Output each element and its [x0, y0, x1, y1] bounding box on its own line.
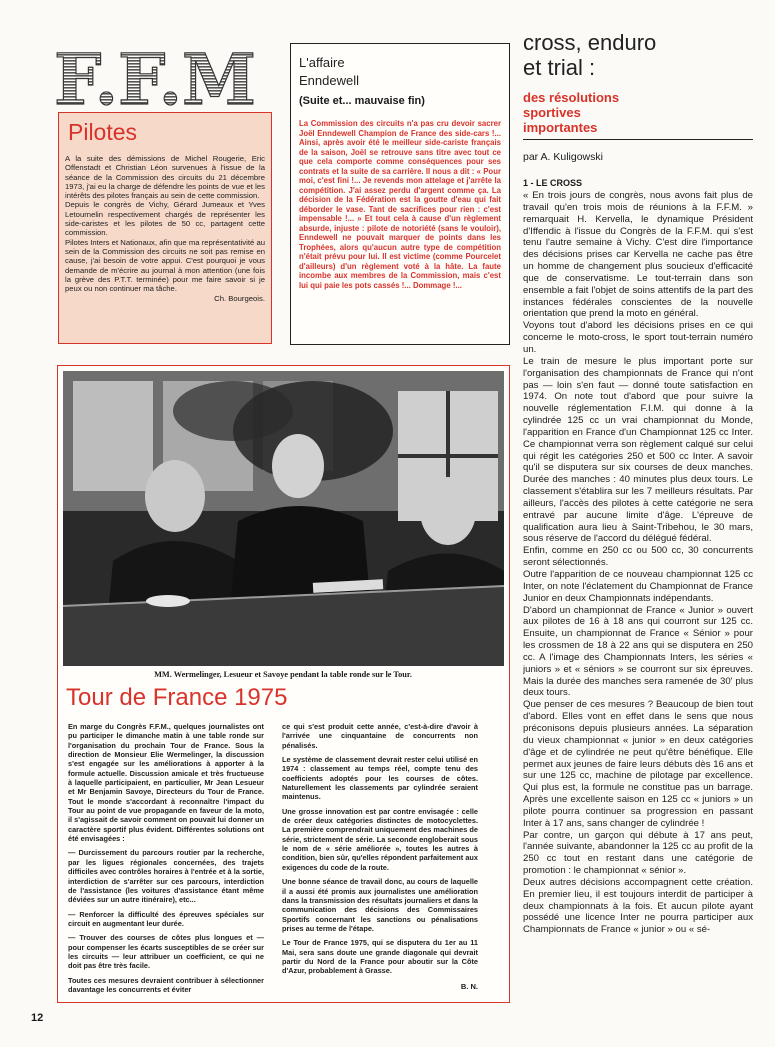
tour-article-frame [57, 365, 510, 1003]
section-heading: 1 - LE CROSS [523, 178, 583, 188]
svg-text:F.F.M: F.F.M [54, 42, 256, 110]
article-paragraph: Que penser de ces mesures ? Beaucoup de bien tout d'abord. Elles vont en effet dans le sens que nous préconisons depuis plusieurs années. La séparation du vieux championnat « junior » en deux catégories d'âge et de cylindrée ne peut qu'être bénéfique. Elle permet aux jeunes de faire leurs débuts dès 16 ans et sur une 125 cc, machine de pilotage par excellence. Qui plus est, la formule ne constitue pas un barrage. Après une excellente saison en 125 cc « juniors » un pilote pourra continuer sa progression en passant Inter à 17 ans, sans changer de cylindrée ! [523, 699, 753, 829]
pilotes-signature: Ch. Bourgeois. [214, 294, 265, 304]
endewell-title-line: Enndewell [299, 73, 359, 88]
endewell-subtitle: (Suite et... mauvaise fin) [299, 95, 425, 107]
tour-paragraph: En marge du Congrès F.F.M., quelques journalistes ont pu participer le dimanche matin à une table ronde sur l'organisation du prochain Tour de France. Sous la direction de Monsieur Elie Wermelinger, la discussion s'est engagée sur les améliorations à apporter à la formule actuelle. Discussion amicale et très fructueuse à laquelle participaient, en particulier, Mr Jean Lesueur et Mr Benjamin Savoye, Directeurs du Tour de France. Tout le monde s'accordant à reconnaître l'impact du Tour au point de vue propagande en faveur de la moto, il s'agissait de savoir comment on pouvait lui donner un caractère sportif plus évident. Différentes solutions ont été envisagées : [68, 722, 264, 844]
tour-paragraph: ce qui s'est produit cette année, c'est-à-dire d'avoir à l'arrivée une cinquantaine de concurrents non pénalisés. [282, 722, 478, 750]
cross-article [523, 30, 753, 1030]
endewell-title-line: L'affaire [299, 55, 345, 70]
tour-paragraph: — Trouver des courses de côtes plus longues et — pour compenser les écarts susceptibles de se créer sur les circuits — leur attribuer un coefficient, ce qui ne doit pas être très facile. [68, 933, 264, 971]
article-body [523, 190, 753, 936]
pilotes-paragraph: A la suite des démissions de Michel Rougerie, Eric Offenstadt et Christian Léon survenues à l'issue de la séance de la Commission des circuits du 21 décembre 1973, j'ai eu la charge de défendre les points de vue et les intérêts des pilotes français au sein de cette commission. [65, 154, 265, 201]
tour-signature: B. N. [460, 981, 478, 991]
round-table-photo [63, 371, 504, 666]
article-paragraph: Enfin, comme en 250 cc ou 500 cc, 30 concurrents seront sélectionnés. [523, 545, 753, 569]
article-paragraph: Par contre, un garçon qui débute à 17 ans peut, l'année suivante, abandonner la 125 cc au profit de la 250 cc tout en restant dans une catégorie de promotion : le championnat « sénior ». [523, 829, 753, 877]
article-subtitle [523, 90, 753, 140]
article-subtitle-line: importantes [523, 120, 598, 135]
photo-caption: MM. Wermelinger, Lesueur et Savoye pendant la table ronde sur le Tour. [154, 670, 412, 679]
article-subtitle-line: des résolutions [523, 90, 620, 105]
article-title-line: cross, enduro [523, 30, 657, 55]
article-author: par A. Kuligowski [523, 151, 603, 163]
endewell-box [290, 43, 510, 345]
article-paragraph: Voyons tout d'abord les décisions prises en ce qui concerne le moto-cross, le sport tout-terrain numéro un. [523, 320, 753, 355]
tour-paragraph: Une bonne séance de travail donc, au cours de laquelle il a aussi été promis aux journalistes une amélioration dans la transmission des résultats journaliers et dans la communication des décisions des Commissaires Sportifs concernant les sanctions ou pénalisations prises au terme de l'étape. [282, 877, 478, 933]
pilotes-title: Pilotes [68, 119, 138, 145]
article-subtitle-line: sportives [523, 105, 581, 120]
ffm-logo-graphic [52, 42, 260, 110]
tour-paragraph: — Renforcer la difficulté des épreuves spéciales sur circuit en augmentant leur durée. [68, 909, 264, 928]
article-title [523, 30, 753, 80]
page-number: 12 [31, 1012, 44, 1024]
tour-paragraph: Toutes ces mesures devraient contribuer à sélectionner davantage les concurrents et éviter [68, 975, 264, 994]
tour-paragraph: Le système de classement devrait rester celui utilisé en 1974 : classement au temps réel, compte tenu des coefficients adoptés pour les courses de côtes. Naturellement les classements par cylindrée seraient maintenus. [282, 755, 478, 802]
tour-paragraph: Une grosse innovation est par contre envisagée : celle de créer deux catégories distinctes de motocyclettes. La première comprendrait uniquement des machines de série, strictement de série. La seconde engloberait sous le nom de « série améliorée », toutes les autres à condition, bien sûr, qu'elles répondent parfaitement aux exigences du code de la route. [282, 806, 478, 872]
pilotes-paragraph: Pilotes Inters et Nationaux, afin que ma représentativité au sein de la Commission des circuits ne soit pas remise en cause, j'ai besoin de votre appui. C'est pourquoi je vous demande de m'écrire au journal à mon attention (une fois la grève des P.T.T. terminée) pour me faire savoir si je peux ou non continuer ma tâche. [65, 237, 265, 294]
endewell-text: La Commission des circuits n'a pas cru devoir sacrer Joël Enndewell Champion de France des side-cars !... Ainsi, après avoir été le meilleur side-cariste français de la saison, Joël se retrouve sans titre avec tout ce que cela comporte comme conséquences pour ses contrats et la suite de sa carrière. Il nous a dit : « Pour moi, c'est fini !... Je revends mon attelage et j'arrête la compétition. J'ai assez perdu d'argent comme ça. La décision de la Fédération est la goutte d'eau qui fait déborder le vase. Tant de sacrifices pour rien : c'est impensable !... » Et tout cela à cause d'un règlement absurde, injuste : pilote de notoriété (sans le vouloir), Enndewell ne pouvait marquer de points dans les Trophées, alors qu'aucun autre type de compétition n'était prévu pour lui. Il est victime (comme Pourcelet d'ailleurs) d'un règlement voté à la hâte. La faute incombe aux membres de la Commission, mais c'est lui qui paie les pots cassés !... Dommage !... [299, 119, 501, 290]
article-paragraph: D'abord un championnat de France « Junior » ouvert aux pilotes de 16 à 18 ans qui courront sur 125 cc. Ensuite, un championnat de France « Sénior » pour les crossmen de 18 à 22 ans qui se disputera en 250 cc. A l'image des Championnats Inters, les séries « juniors » et « séniors » se courront sur six épreuves. Mais la durée des manches sera ramenée de 30' plus deux tours. [523, 604, 753, 699]
pilotes-text [65, 154, 265, 293]
article-paragraph: « En trois jours de congrès, nous avons fait plus de travail qu'en trois mois de réunions à la F.F.M. » remarquait H. Kervella, le dynamique Président d'Iffendic à l'issue du Congrès de la F.F.M. qui s'est tenu l'autre semaine à Vichy. C'est dire l'importance des décisions prises car Kervella ne cache pas être un homme de changement plus soucieux d'efficacité que de conservatisme. Le tout-terrain dans son ensemble a fait l'objet de soins attentifs de la part des instances fédérales conscientes de la nouvelle orientation que prend la moto en général. [523, 190, 753, 320]
tour-column-right [282, 722, 478, 991]
article-paragraph: Outre l'apparition de ce nouveau championnat 125 cc Inter, on note l'éclatement du Championnat de France Junior en deux Championnats indépendants. [523, 569, 753, 604]
article-paragraph: Deux autres décisions accompagnent cette création. En premier lieu, il est toujours interdit de participer à deux championnats à la fois. Et aucun pilote ayant possédé une licence Inter ne pourra participer aux Championnats de France « junior » ou « sé- [523, 876, 753, 936]
article-title-line: et trial : [523, 55, 596, 80]
tour-column-left [68, 722, 264, 999]
pilotes-paragraph: Depuis le congrès de Vichy, Gérard Jumeaux et Yves Letournelin respectivement chargés de représenter les side-caristes et les pilotes de 50 cc, partagent cette commission. [65, 200, 265, 238]
article-paragraph: Le train de mesure le plus important porte sur l'organisation des championnats de France qui n'ont pas — loin s'en faut — donné toute satisfaction en 1974. On note tout d'abord que pour suivre la nouvelle réglementation F.I.M. qui donne à la cylindrée 125 cc un vrai championnat du Monde, l'apparition en France d'un Championnat 125 cc Inter. Ce championnat verra son règlement calqué sur celui qui régit les catégories 250 et 500 cc Inter. A savoir qu'il se disputera sur six courses de deux manches. Durée des manches : 40 minutes plus deux tours. Le classement s'établira sur les 7 meilleurs résultats. Par ailleurs, l'accès des pilotes à cette catégorie ne sera entravé par aucune limite d'âge. L'épreuve de qualification aura lieu à Saint-Tribehou, le 30 mars, sous réserve de l'accord du délégué fédéral. [523, 355, 753, 545]
endewell-title [299, 54, 501, 90]
tour-title: Tour de France 1975 [66, 684, 288, 711]
ffm-logo [52, 42, 260, 110]
tour-paragraph: — Durcissement du parcours routier par la recherche, par les ligues régionales concernées, des trajets difficiles avec contrôles horaires à l'entrée et à la sortie, interdiction de s'arrêter sur ces parcours, interdiction de l'assistance (les voitures d'assistance étant même déviées sur un autre itinéraire), etc... [68, 848, 264, 905]
tour-paragraph: Le Tour de France 1975, qui se disputera du 1er au 11 Mai, sera sans doute une grande diagonale qui devrait partir du Nord de la France pour aboutir sur la Côte d'Azur, probablement à Grasse. [282, 938, 478, 976]
pilotes-box [58, 112, 272, 344]
round-table-photo-graphic [63, 371, 504, 666]
